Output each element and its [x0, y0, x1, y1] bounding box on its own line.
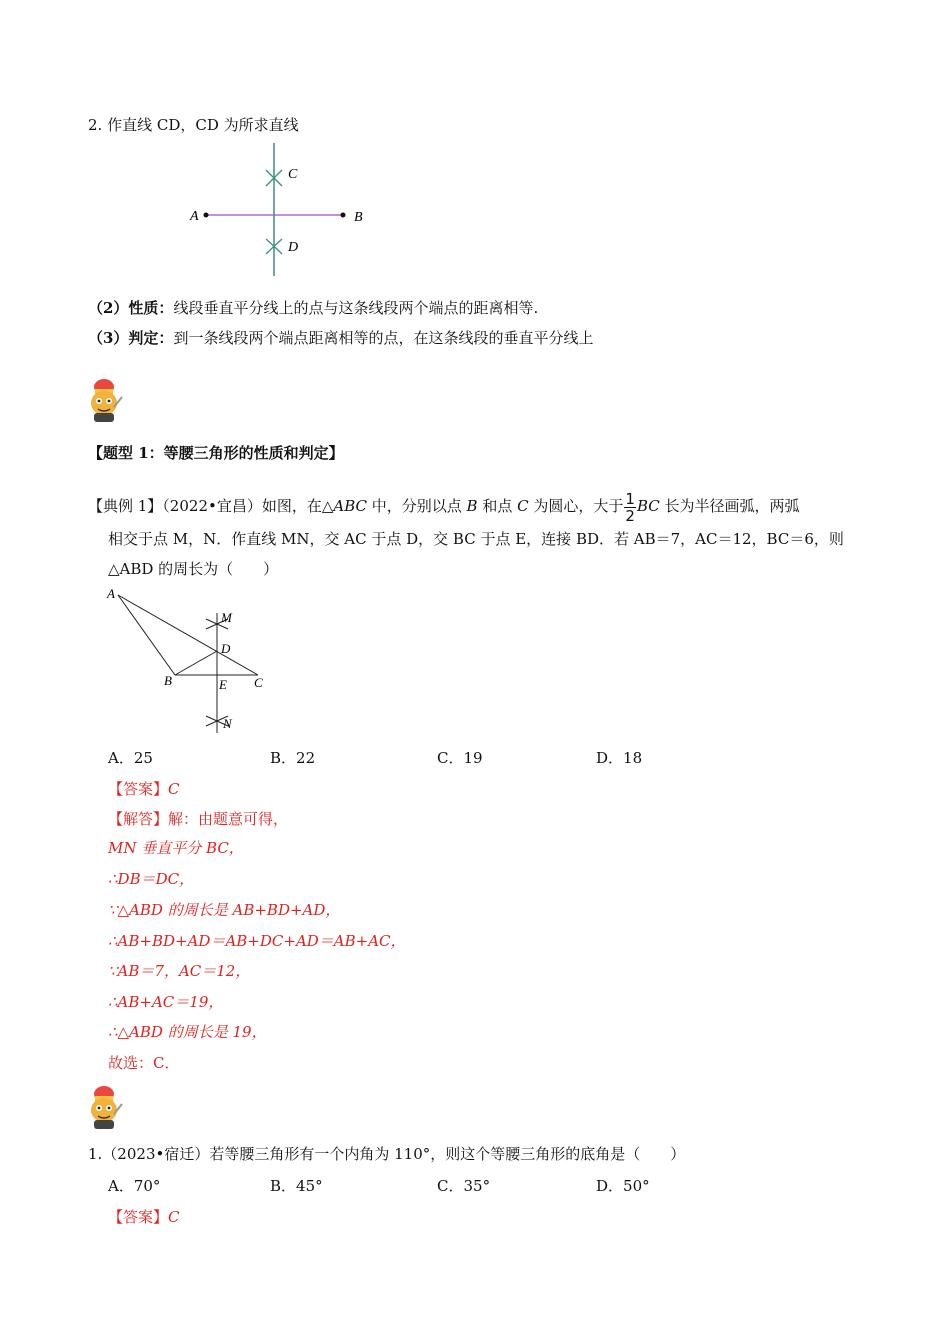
- label-n: N: [223, 716, 232, 731]
- solution-line: ∴DB＝DC，: [108, 870, 195, 888]
- fraction-one-half: $\frac{1}{2}$: [625, 489, 635, 525]
- label-d: D: [221, 641, 231, 656]
- question-1-option-a: A．70°: [108, 1177, 161, 1195]
- label-m: M: [221, 610, 232, 625]
- solution-line: 【解答】解：由题意可得，: [108, 810, 289, 828]
- property-2: [88, 297, 538, 318]
- question-1: 1.（2023•宿迁）若等腰三角形有一个内角为 110°，则这个等腰三角形的底角是（ ）: [88, 1145, 686, 1163]
- point-b: [341, 213, 346, 218]
- label-b: B: [354, 210, 363, 225]
- pencil-mascot-icon: [84, 375, 124, 425]
- property-3-text: 到一条线段两个端点距离相等的点，在这条线段的垂直平分线上: [173, 329, 594, 347]
- question-1-answer: 【答案】C: [108, 1208, 180, 1226]
- property-3: [88, 327, 593, 348]
- solution-line: MN 垂直平分 BC，: [108, 839, 244, 857]
- step-2-text: 2. 作直线 CD，CD 为所求直线: [88, 116, 299, 134]
- label-e: E: [219, 677, 227, 692]
- side-ac: [118, 595, 258, 675]
- question-1-option-b: B．45°: [270, 1177, 323, 1195]
- type-1-title: 【题型 1：等腰三角形的性质和判定】: [88, 444, 344, 462]
- perpendicular-bisector-figure: [180, 140, 380, 280]
- solution-line: ∵AB＝7，AC＝12，: [108, 962, 251, 980]
- side-ab: [118, 595, 175, 675]
- label-d: D: [288, 240, 299, 255]
- point-a: [204, 213, 209, 218]
- example-1-line-2: 相交于点 M，N．作直线 MN，交 AC 于点 D，交 BC 于点 E，连接 BD．若 AB＝7，AC＝12，BC＝6，则: [108, 530, 844, 548]
- solution-line: 故选：C．: [108, 1054, 180, 1072]
- label-c: C: [288, 167, 298, 182]
- property-2-text: 线段垂直平分线上的点与这条线段两个端点的距离相等.: [173, 299, 539, 317]
- example-1-prefix: 【典例 1】（2022•宜昌）如图，在△: [88, 497, 334, 515]
- pencil-mascot-icon: [84, 1082, 124, 1132]
- property-2-label: （2）性质：: [88, 299, 174, 317]
- example-1-option-a: A．25: [108, 749, 153, 767]
- example-1-line-3: △ABD 的周长为（ ）: [108, 560, 279, 578]
- example-1-option-c: C．19: [437, 749, 483, 767]
- label-b: B: [164, 673, 172, 688]
- solution-line: ∴AB+BD+AD＝AB+DC+AD＝AB+AC，: [108, 932, 406, 950]
- example-1-answer: 【答案】C: [108, 780, 180, 798]
- example-1-line-1: 【典例 1】（2022•宜昌）如图，在△ABC 中，分别以点 B 和点 C 为圆心，大于 $\frac{1}{2}$ BC 长为半径画弧，两弧: [88, 489, 800, 525]
- label-a: A: [190, 209, 199, 224]
- segment-bd: [175, 651, 217, 675]
- label-c: C: [254, 675, 263, 690]
- property-3-label: （3）判定：: [88, 329, 174, 347]
- solution-line: ∴△ABD 的周长是 19，: [108, 1023, 267, 1041]
- question-1-option-c: C．35°: [437, 1177, 491, 1195]
- question-1-option-d: D．50°: [596, 1177, 650, 1195]
- solution-line: ∴AB+AC＝19，: [108, 993, 224, 1011]
- solution-line: ∵△ABD 的周长是 AB+BD+AD，: [108, 901, 341, 919]
- label-a: A: [107, 586, 115, 601]
- example-1-option-b: B．22: [270, 749, 316, 767]
- triangle-abc-figure: [100, 585, 280, 740]
- example-1-option-d: D．18: [596, 749, 643, 767]
